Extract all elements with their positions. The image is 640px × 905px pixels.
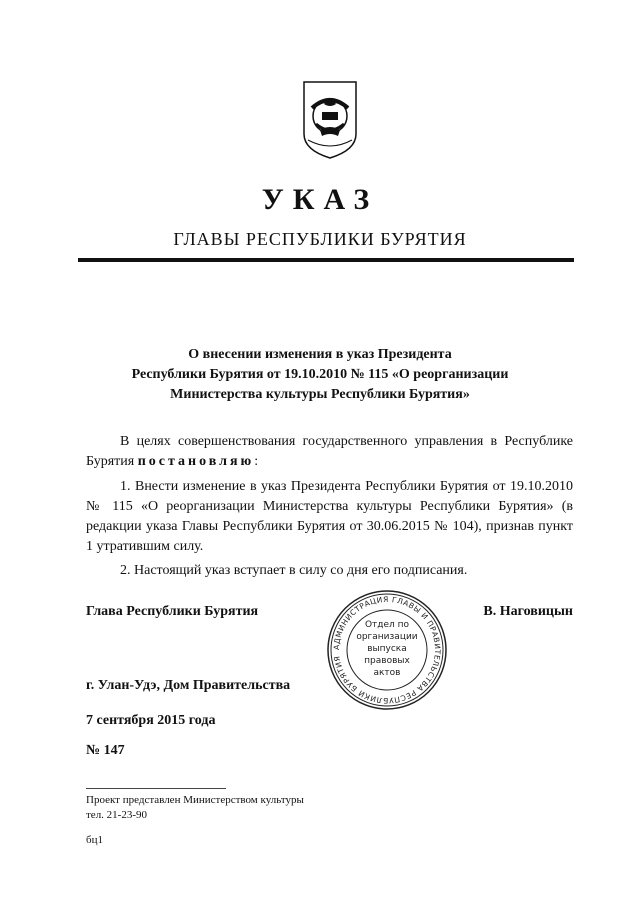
document-subtitle: ГЛАВЫ РЕСПУБЛИКИ БУРЯТИЯ [173,229,467,249]
signing-place: г. Улан-Удэ, Дом Правительства [86,678,291,693]
heading-line: Министерства культуры Республики Бурятия» [170,387,470,402]
stamp-center-line: правовых [364,656,410,666]
item-1-paragraph [86,477,573,557]
item-1-text: 1. Внести изменение в указ Президента Республики Бурятия от 19.10.2010 № 115 «О реорганизации Министерства культуры Республики Бурятия» (в редакции указа Главы Республики Бурятия от 30.06.2015 № 104), признав пункт 1 утратившим силу. [86,479,573,554]
footer-divider [86,788,226,789]
official-stamp-icon [325,588,449,712]
document-title: УКАЗ [261,183,379,216]
decree-keyword: постановляю [137,454,255,469]
intro-paragraph [86,432,573,472]
signatory-name: В. Наговицын [483,604,573,619]
decree-number: № 147 [86,743,125,758]
stamp-center-line: актов [373,668,401,678]
item-2-paragraph [86,561,573,581]
footer-code: бц1 [86,834,103,846]
stamp-center-line: организации [356,632,418,642]
footer-phone: тел. 21-23-90 [86,809,148,821]
decree-heading [80,345,560,405]
signatory-position: Глава Республики Бурятия [86,604,259,619]
stamp-center-line: выпуска [367,644,407,654]
intro-text: В целях совершенствования государственного управления в Республике Бурятия [86,434,573,469]
signing-date: 7 сентября 2015 года [86,713,216,728]
item-2-text: 2. Настоящий указ вступает в силу со дня его подписания. [120,563,468,578]
stamp-ring-text: АДМИНИСТРАЦИЯ ГЛАВЫ И ПРАВИТЕЛЬСТВА РЕСПУБЛИКИ БУРЯТИЯ [331,594,443,706]
heading-line: Республики Бурятия от 19.10.2010 № 115 «О реорганизации [131,367,509,382]
stamp-center-line: Отдел по [364,620,410,630]
title-divider [78,258,574,262]
coat-of-arms-icon [298,78,362,162]
footer-draft-note: Проект представлен Министерством культуры [86,794,304,806]
heading-line: О внесении изменения в указ Президента [188,347,452,362]
intro-end: : [254,454,259,469]
